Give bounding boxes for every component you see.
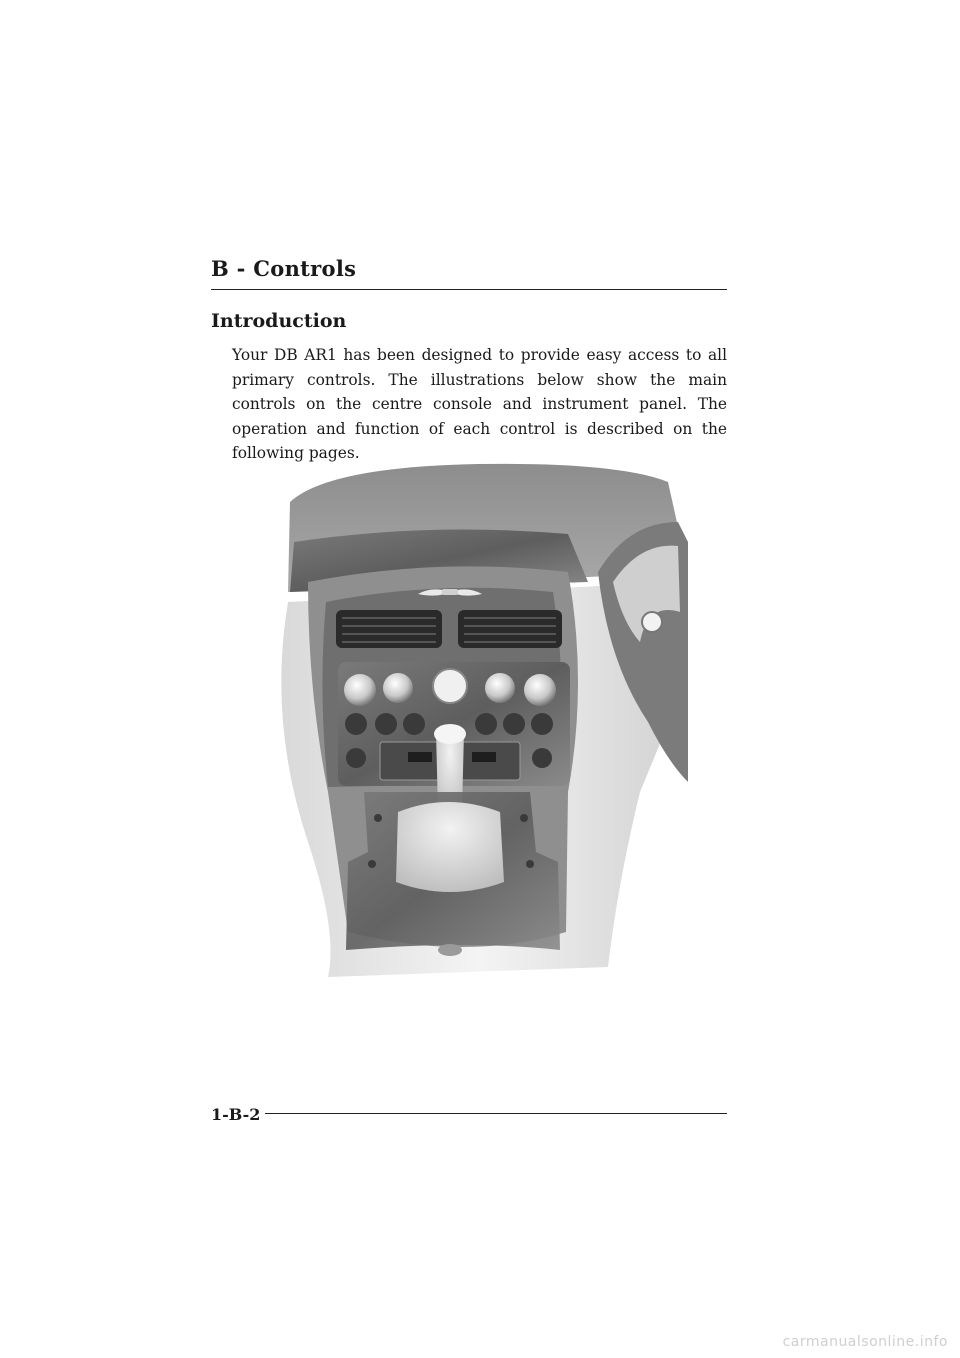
page-number: 1-B-2 xyxy=(211,1105,261,1124)
introduction-heading: Introduction xyxy=(211,310,347,332)
watermark: carmanualsonline.info xyxy=(782,1334,948,1350)
section-title: B - Controls xyxy=(211,256,357,281)
introduction-paragraph: Your DB AR1 has been designed to provide easy access to all primary controls. The illustrations below show the main controls on the centre console and instrument panel. The operation and function of each control is described on the following pages. xyxy=(232,346,727,462)
centre-console-illustration xyxy=(268,462,688,982)
header-rule xyxy=(211,289,727,290)
footer-rule xyxy=(265,1113,727,1114)
